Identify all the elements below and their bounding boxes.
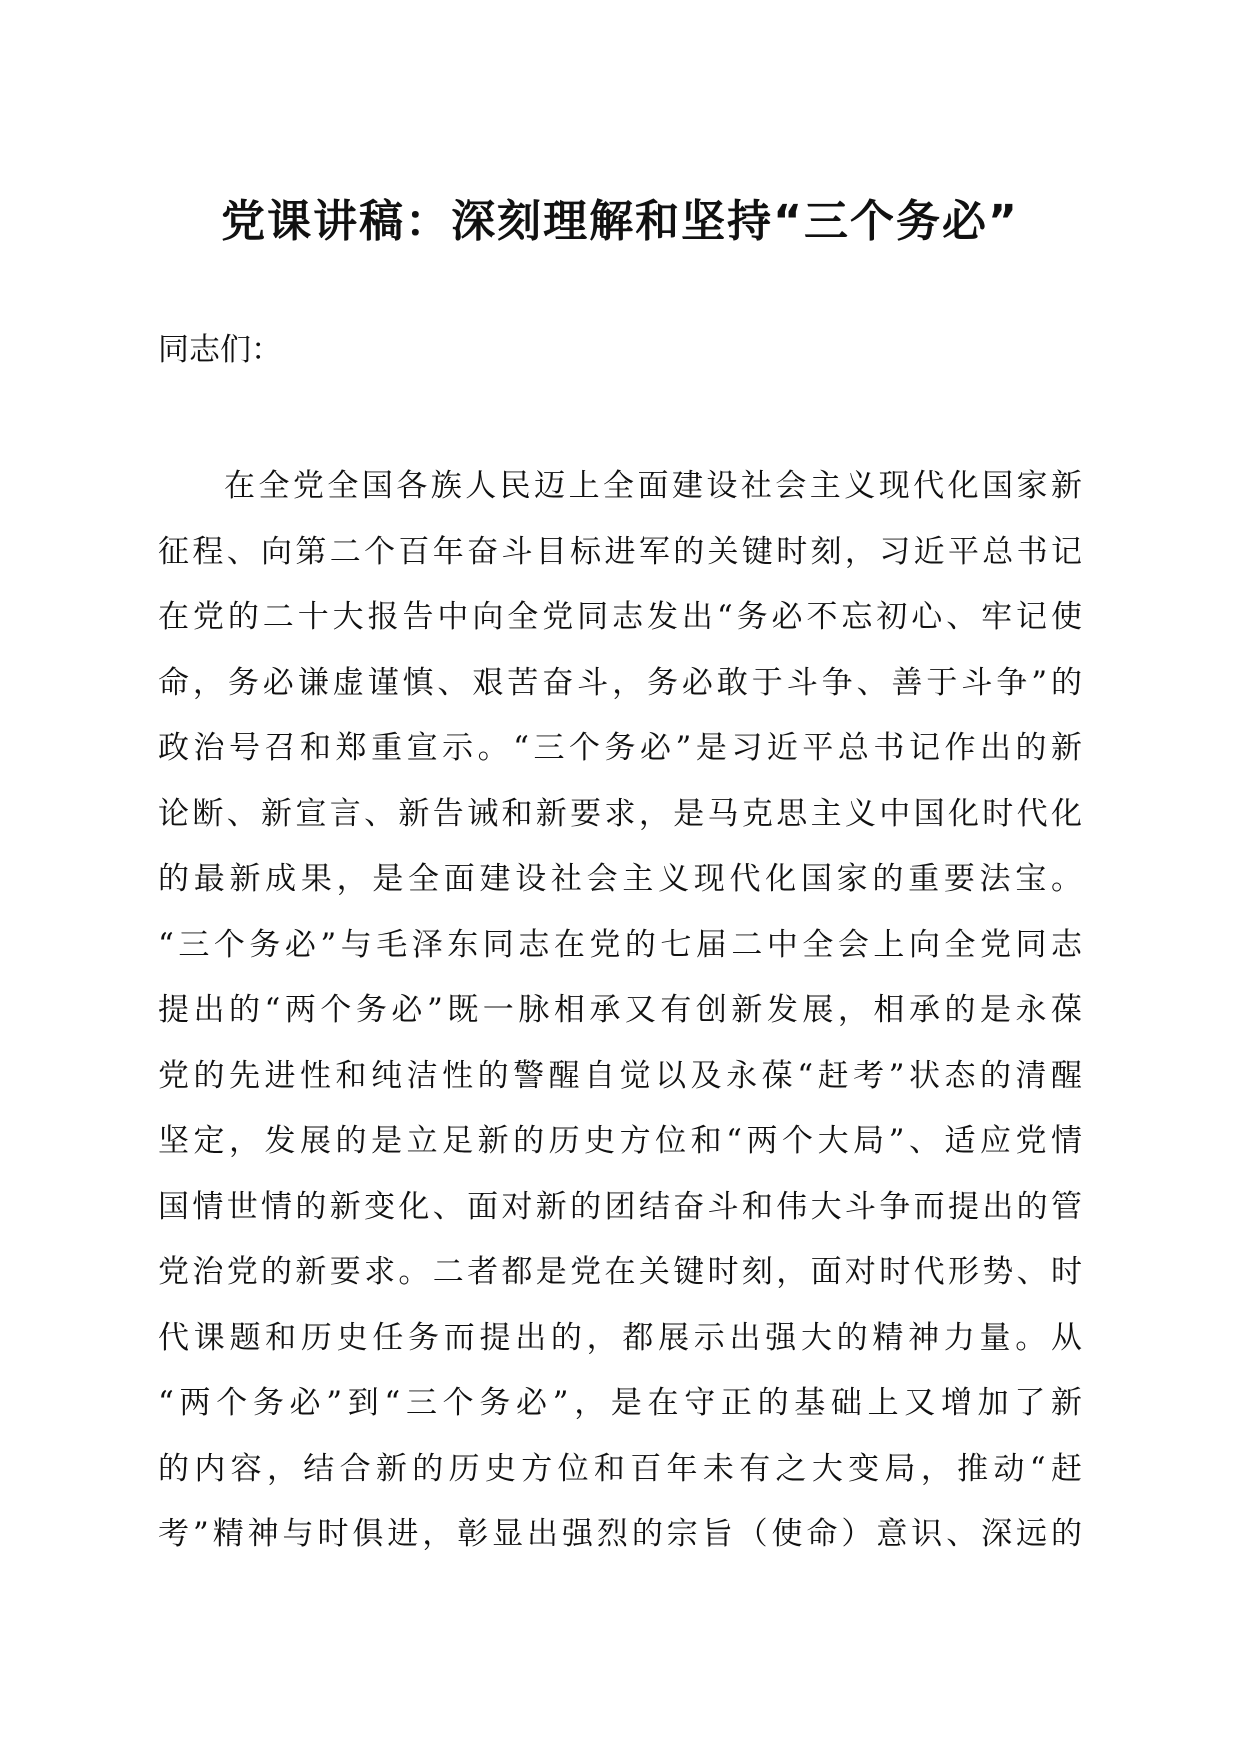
paragraph-line: 征程、向第二个百年奋斗目标进军的关键时刻，习近平总书记 bbox=[158, 533, 1082, 570]
paragraph-line: 考”精神与时俱进，彰显出强烈的宗旨（使命）意识、深远的 bbox=[158, 1516, 1082, 1552]
paragraph-line: 国情世情的新变化、面对新的团结奋斗和伟大斗争而提出的管 bbox=[158, 1188, 1082, 1225]
paragraph-line: 党治党的新要求。二者都是党在关键时刻，面对时代形势、时 bbox=[158, 1254, 1082, 1290]
paragraph-line: 命，务必谦虚谨慎、艰苦奋斗，务必敢于斗争、善于斗争”的 bbox=[158, 664, 1082, 701]
paragraph-line: 论断、新宣言、新告诫和新要求，是马克思主义中国化时代化 bbox=[158, 795, 1082, 832]
document-title: 党课讲稿：深刻理解和坚持“三个务必” bbox=[221, 196, 1019, 247]
paragraph-line: 在党的二十大报告中向全党同志发出“务必不忘初心、牢记使 bbox=[158, 599, 1082, 635]
paragraph-line: “两个务必”到“三个务必”，是在守正的基础上又增加了新 bbox=[158, 1385, 1082, 1421]
paragraph-line: 政治号召和郑重宣示。“三个务必”是习近平总书记作出的新 bbox=[158, 730, 1082, 766]
paragraph-line: 的内容，结合新的历史方位和百年未有之大变局，推动“赶 bbox=[158, 1450, 1082, 1487]
salutation: 同志们： bbox=[158, 332, 282, 368]
paragraph-line: 提出的“两个务必”既一脉相承又有创新发展，相承的是永葆 bbox=[158, 992, 1082, 1028]
paragraph-line: 代课题和历史任务而提出的，都展示出强大的精神力量。从 bbox=[158, 1319, 1082, 1356]
paragraph-line: 坚定，发展的是立足新的历史方位和“两个大局”、适应党情 bbox=[158, 1123, 1082, 1159]
paragraph-line: 在全党全国各族人民迈上全面建设社会主义现代化国家新 bbox=[224, 468, 1082, 504]
paragraph-line: 党的先进性和纯洁性的警醒自觉以及永葆“赶考”状态的清醒 bbox=[158, 1057, 1082, 1094]
paragraph-line: 的最新成果，是全面建设社会主义现代化国家的重要法宝。 bbox=[158, 861, 1082, 897]
body-paragraph bbox=[158, 454, 1082, 1568]
paragraph-line: “三个务必”与毛泽东同志在党的七届二中全会上向全党同志 bbox=[158, 926, 1082, 963]
